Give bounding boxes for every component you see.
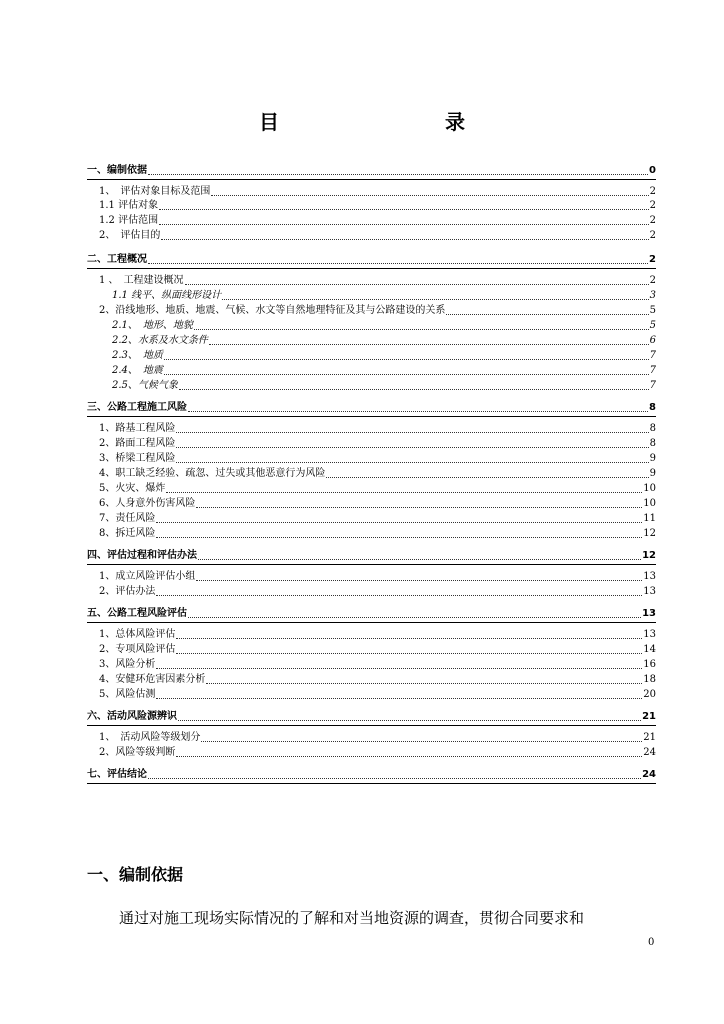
- toc-entry-page: 2: [649, 254, 656, 265]
- toc-entry[interactable]: [112, 289, 656, 303]
- toc-entry-label: 一、编制依据: [87, 165, 147, 176]
- toc-entry-page: 0: [649, 165, 656, 176]
- toc-entry[interactable]: [99, 688, 656, 702]
- toc-entry-page: 7: [649, 365, 656, 376]
- toc-entry-label: 2.2、水系及水文条件: [112, 335, 208, 346]
- toc-entry-label: 2.4、 地震: [112, 365, 163, 376]
- toc-entry-page: 12: [642, 550, 656, 561]
- toc-entry[interactable]: [87, 253, 656, 267]
- dot-leader: [222, 299, 649, 300]
- toc-entry-page: 24: [643, 747, 656, 758]
- toc-entry-label: 2、路面工程风险: [99, 438, 176, 449]
- toc-entry-page: 10: [643, 483, 656, 494]
- toc-entry[interactable]: [99, 643, 656, 657]
- toc-entry-page: 21: [643, 732, 656, 743]
- toc-entry[interactable]: [99, 512, 656, 526]
- toc-entry-page: 2: [649, 186, 656, 197]
- toc-entry[interactable]: [99, 731, 656, 745]
- dot-leader: [156, 668, 642, 669]
- dot-leader: [176, 653, 642, 654]
- toc-entry-page: 2: [649, 200, 656, 211]
- toc-entry[interactable]: [112, 379, 656, 393]
- toc-entry-label: 2.1、 地形、地貌: [112, 320, 193, 331]
- toc-entry-page: 2: [649, 275, 656, 286]
- toc-entry[interactable]: [99, 673, 656, 687]
- toc-entry-page: 9: [649, 468, 656, 479]
- dot-leader: [148, 778, 641, 779]
- toc-entry[interactable]: [99, 214, 656, 228]
- toc-entry-page: 21: [642, 711, 656, 722]
- dot-leader: [188, 617, 641, 618]
- dot-leader: [148, 174, 648, 175]
- toc-entry-page: 11: [643, 513, 656, 524]
- dot-leader: [156, 595, 642, 596]
- toc-entry-page: 5: [649, 320, 656, 331]
- toc-title: 目 录: [259, 110, 507, 134]
- toc-entry-label: 3、桥梁工程风险: [99, 453, 176, 464]
- toc-entry[interactable]: [99, 628, 656, 642]
- dot-leader: [164, 359, 649, 360]
- toc-entry-page: 5: [649, 305, 656, 316]
- section-rule: [87, 416, 656, 417]
- toc-entry-label: 3、风险分析: [99, 659, 156, 670]
- dot-leader: [209, 344, 649, 345]
- toc-entry-page: 12: [643, 528, 656, 539]
- toc-entry-label: 2、风险等级判断: [99, 747, 176, 758]
- toc-entry[interactable]: [99, 746, 656, 760]
- dot-leader: [176, 462, 648, 463]
- dot-leader: [148, 263, 648, 264]
- dot-leader: [161, 239, 648, 240]
- section-rule: [87, 622, 656, 623]
- section-rule: [87, 179, 656, 180]
- toc-entry[interactable]: [99, 422, 656, 436]
- section-rule: [87, 725, 656, 726]
- toc-entry[interactable]: [99, 437, 656, 451]
- toc-entry-label: 7、责任风险: [99, 513, 156, 524]
- toc-entry[interactable]: [112, 349, 656, 363]
- toc-entry[interactable]: [87, 607, 656, 621]
- toc-entry[interactable]: [99, 229, 656, 243]
- dot-leader: [176, 447, 648, 448]
- toc-entry-page: 2: [649, 215, 656, 226]
- dot-leader: [326, 477, 648, 478]
- toc-entry-label: 2、专项风险评估: [99, 644, 176, 655]
- dot-leader: [206, 683, 642, 684]
- dot-leader: [176, 638, 642, 639]
- toc-entry-label: 2.5、气候气象: [112, 380, 178, 391]
- toc-entry[interactable]: [99, 497, 656, 511]
- toc-entry-label: 1.1 线平、纵面线形设计: [112, 290, 222, 301]
- section-rule: [87, 783, 656, 784]
- toc-entry-label: 5、火灾、爆炸: [99, 483, 166, 494]
- toc-entry-label: 六、活动风险源辨识: [87, 711, 177, 722]
- page-number: 0: [648, 937, 655, 948]
- toc-entry[interactable]: [99, 185, 656, 199]
- toc-entry-page: 7: [649, 380, 656, 391]
- toc-entry-label: 2、沿线地形、地质、地震、气候、水文等自然地理特征及其与公路建设的关系: [99, 305, 446, 316]
- toc-entry-page: 2: [649, 230, 656, 241]
- dot-leader: [194, 329, 649, 330]
- toc-entry-page: 9: [649, 453, 656, 464]
- toc-entry[interactable]: [87, 710, 656, 724]
- section-rule: [87, 564, 656, 565]
- toc-entry[interactable]: [112, 319, 656, 333]
- dot-leader: [198, 559, 641, 560]
- toc-entry-label: 三、公路工程施工风险: [87, 402, 187, 413]
- toc-entry-page: 18: [643, 674, 656, 685]
- toc-entry-page: 13: [643, 571, 656, 582]
- toc-entry-label: 1.2 评估范围: [99, 215, 159, 226]
- toc-entry[interactable]: [99, 199, 656, 213]
- toc-entry[interactable]: [99, 452, 656, 466]
- dot-leader: [446, 314, 648, 315]
- toc-entry[interactable]: [99, 570, 656, 584]
- toc-entry-page: 8: [649, 438, 656, 449]
- toc-entry-page: 8: [649, 423, 656, 434]
- toc-entry[interactable]: [87, 164, 656, 178]
- toc-entry-label: 1、 活动风险等级划分: [99, 732, 201, 743]
- dot-leader: [156, 698, 642, 699]
- toc-entry[interactable]: [87, 549, 656, 563]
- toc-entry-page: 6: [649, 335, 656, 346]
- toc-entry-label: 五、公路工程风险评估: [87, 608, 187, 619]
- toc-entry[interactable]: [99, 274, 656, 288]
- toc-entry-label: 8、拆迁风险: [99, 528, 156, 539]
- dot-leader: [164, 374, 649, 375]
- toc-entry-label: 1、 评估对象目标及范围: [99, 186, 211, 197]
- toc-entry-page: 7: [649, 350, 656, 361]
- dot-leader: [178, 720, 641, 721]
- toc-entry-label: 2.3、 地质: [112, 350, 163, 361]
- toc-entry-page: 8: [649, 402, 656, 413]
- section-heading: 一、编制依据: [87, 865, 184, 884]
- toc-entry-label: 1、总体风险评估: [99, 629, 176, 640]
- dot-leader: [211, 195, 648, 196]
- body-paragraph: 通过对施工现场实际情况的了解和对当地资源的调查，贯彻合同要求和: [119, 909, 585, 927]
- dot-leader: [159, 209, 649, 210]
- toc-entry[interactable]: [99, 585, 656, 599]
- dot-leader: [156, 537, 642, 538]
- toc-entry-label: 2、评估办法: [99, 586, 156, 597]
- toc-entry[interactable]: [99, 482, 656, 496]
- toc-entry[interactable]: [87, 401, 656, 415]
- toc-entry-label: 1、成立风险评估小组: [99, 571, 196, 582]
- section-rule: [87, 268, 656, 269]
- toc-entry-page: 14: [643, 644, 656, 655]
- dot-leader: [185, 284, 649, 285]
- toc-entry-page: 20: [643, 689, 656, 700]
- toc-entry-label: 2、 评估目的: [99, 230, 161, 241]
- toc-entry-label: 二、工程概况: [87, 254, 147, 265]
- dot-leader: [176, 432, 648, 433]
- toc-entry[interactable]: [87, 768, 656, 782]
- toc-entry-page: 13: [643, 586, 656, 597]
- toc-entry-page: 3: [649, 290, 656, 301]
- dot-leader: [176, 756, 642, 757]
- dot-leader: [159, 224, 649, 225]
- toc-entry-page: 13: [643, 629, 656, 640]
- toc-entry-page: 16: [643, 659, 656, 670]
- toc-entry-label: 5、风险估测: [99, 689, 156, 700]
- toc-entry-label: 4、安健环危害因素分析: [99, 674, 206, 685]
- toc-entry[interactable]: [112, 334, 656, 348]
- toc-entry-label: 6、人身意外伤害风险: [99, 498, 196, 509]
- toc-entry-label: 4、职工缺乏经验、疏忽、过失或其他恶意行为风险: [99, 468, 326, 479]
- toc-entry[interactable]: [112, 364, 656, 378]
- dot-leader: [196, 507, 642, 508]
- dot-leader: [156, 522, 642, 523]
- dot-leader: [201, 741, 642, 742]
- toc-entry[interactable]: [99, 658, 656, 672]
- dot-leader: [196, 580, 642, 581]
- toc-entry-label: 1.1 评估对象: [99, 200, 159, 211]
- dot-leader: [166, 492, 642, 493]
- toc-entry-page: 13: [642, 608, 656, 619]
- toc-entry-label: 四、评估过程和评估办法: [87, 550, 197, 561]
- toc-entry[interactable]: [99, 304, 656, 318]
- toc-entry-label: 1 、 工程建设概况: [99, 275, 184, 286]
- toc-entry-label: 七、评估结论: [87, 769, 147, 780]
- dot-leader: [179, 389, 649, 390]
- toc-entry-label: 1、路基工程风险: [99, 423, 176, 434]
- toc-entry[interactable]: [99, 527, 656, 541]
- toc-entry-page: 10: [643, 498, 656, 509]
- toc-entry-page: 24: [642, 769, 656, 780]
- dot-leader: [188, 411, 648, 412]
- toc-entry[interactable]: [99, 467, 656, 481]
